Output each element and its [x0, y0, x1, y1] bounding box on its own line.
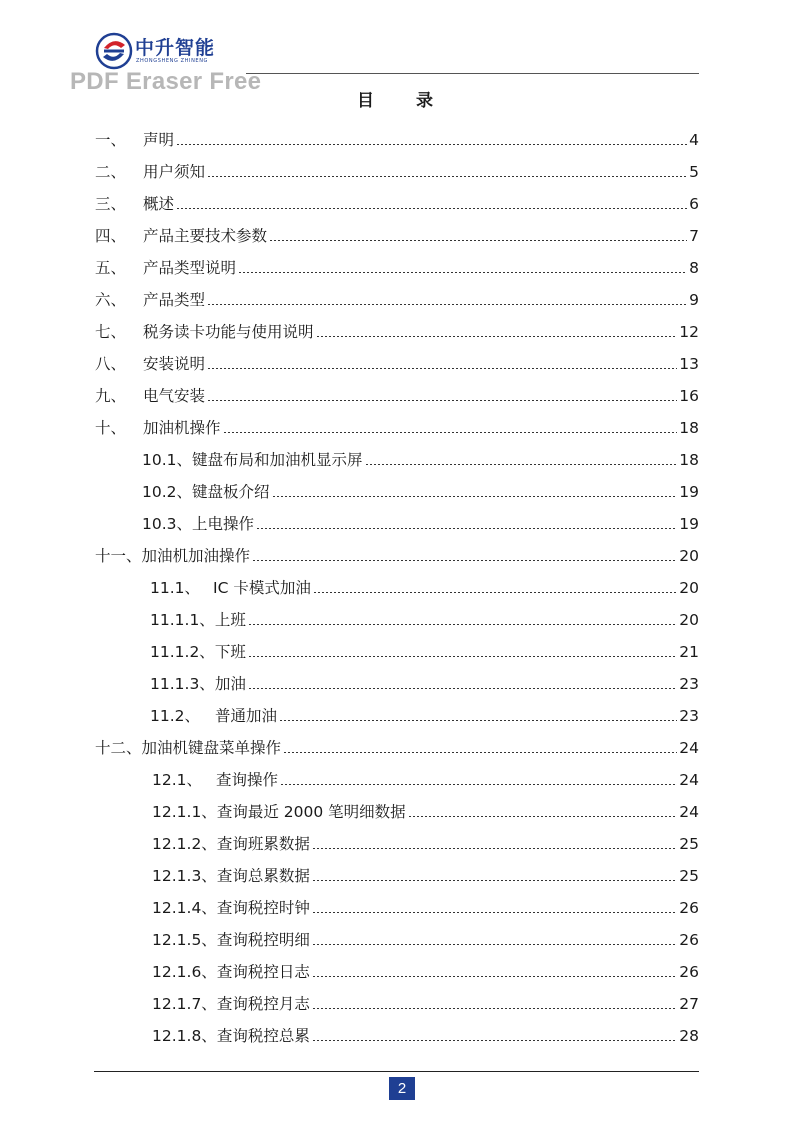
page-number-badge: 2: [389, 1077, 415, 1100]
logo-text: 中升智能: [135, 37, 216, 59]
toc-entry-number: 12.1.3、: [152, 867, 217, 885]
dot-leader: [248, 688, 677, 689]
toc-entry[interactable]: [142, 444, 699, 470]
toc-entry-number: 10.3、: [142, 515, 193, 533]
toc-entry-label: 声明: [143, 131, 175, 149]
toc-entry-label: 产品类型: [143, 291, 206, 309]
toc-entry-number: 12.1、: [152, 771, 203, 789]
toc-entry-page: 26: [679, 931, 699, 949]
toc-entry-number: 10.1、: [142, 451, 193, 469]
toc-entry-number: 八、: [95, 355, 127, 373]
toc-entry-page: 18: [679, 451, 699, 469]
dot-leader: [312, 1008, 677, 1009]
toc-entry[interactable]: [152, 892, 699, 918]
dot-leader: [252, 560, 677, 561]
dot-leader: [272, 496, 678, 497]
toc-entry-label: 电气安装: [143, 387, 206, 405]
toc-entry-page: 4: [689, 131, 699, 149]
toc-entry[interactable]: [95, 732, 699, 758]
dot-leader: [223, 432, 678, 433]
toc-title-char: 录: [416, 91, 433, 111]
toc-entry-number: 二、: [95, 163, 127, 181]
dot-leader: [312, 976, 677, 977]
toc-entry-number: 十一、: [95, 547, 142, 565]
toc-entry[interactable]: [95, 124, 699, 150]
toc-entry[interactable]: [142, 476, 699, 502]
toc-entry-label: 产品主要技术参数: [143, 227, 268, 245]
toc-title-char: 目: [357, 91, 374, 111]
dot-leader: [248, 624, 677, 625]
toc-entry-label: 查询操作: [216, 771, 279, 789]
toc-entry-number: 12.1.6、: [152, 963, 217, 981]
toc-entry-page: 19: [679, 483, 699, 501]
dot-leader: [312, 848, 677, 849]
toc-entry-label: 安装说明: [143, 355, 206, 373]
header-divider: [246, 73, 699, 74]
toc-entry-page: 26: [679, 963, 699, 981]
toc-entry[interactable]: [152, 828, 699, 854]
toc-entry-label: 上电操作: [192, 515, 255, 533]
toc-entry[interactable]: [95, 284, 699, 310]
toc-entry-number: 12.1.2、: [152, 835, 217, 853]
dot-leader: [248, 656, 677, 657]
watermark-text: PDF Eraser Free: [70, 68, 262, 95]
toc-entry[interactable]: [95, 220, 699, 246]
toc-entry-label: 查询总累数据: [216, 867, 310, 885]
toc-entry-number: 七、: [95, 323, 127, 341]
toc-entry[interactable]: [95, 380, 699, 406]
toc-entry-page: 16: [679, 387, 699, 405]
toc-entry-number: 十二、: [95, 739, 142, 757]
toc-entry-number: 十、: [95, 419, 127, 437]
toc-entry-label: 查询班累数据: [216, 835, 310, 853]
dot-leader: [207, 304, 687, 305]
toc-entry-label: 查询税控明细: [216, 931, 310, 949]
toc-entry[interactable]: [150, 572, 699, 598]
toc-entry-page: 21: [679, 643, 699, 661]
toc-entry[interactable]: [152, 1020, 699, 1046]
toc-entry-page: 9: [689, 291, 699, 309]
toc-entry-page: 6: [689, 195, 699, 213]
toc-entry-label: 查询税控日志: [216, 963, 310, 981]
toc-entry[interactable]: [95, 252, 699, 278]
dot-leader: [312, 880, 677, 881]
dot-leader: [312, 912, 677, 913]
toc-entry[interactable]: [95, 316, 699, 342]
dot-leader: [176, 208, 687, 209]
toc-entry[interactable]: [95, 348, 699, 374]
toc-entry-number: 三、: [95, 195, 127, 213]
toc-entry-label: 上班: [214, 611, 246, 629]
dot-leader: [312, 944, 677, 945]
toc-entry-label: 普通加油: [215, 707, 278, 725]
toc-entry-page: 20: [679, 611, 699, 629]
toc-entry-label: 用户须知: [143, 163, 206, 181]
toc-entry-number: 九、: [95, 387, 127, 405]
dot-leader: [207, 368, 677, 369]
toc-entry-page: 13: [679, 355, 699, 373]
toc-entry-label: 加油机加油操作: [141, 547, 251, 565]
toc-entry[interactable]: [150, 604, 699, 630]
toc-entry-page: 7: [689, 227, 699, 245]
toc-entry-page: 20: [679, 579, 699, 597]
toc-entry[interactable]: [150, 668, 699, 694]
toc-entry-page: 24: [679, 803, 699, 821]
toc-entry[interactable]: [152, 796, 699, 822]
toc-entry-page: 5: [689, 163, 699, 181]
toc-entry-number: 12.1.5、: [152, 931, 217, 949]
toc-entry-label: 加油机操作: [143, 419, 221, 437]
toc-entry-label: 加油机键盘菜单操作: [141, 739, 282, 757]
toc-entry-page: 25: [679, 867, 699, 885]
dot-leader: [313, 592, 677, 593]
toc-entry-number: 11.1.2、: [150, 643, 215, 661]
toc-entry-label: 查询税控时钟: [216, 899, 310, 917]
toc-entry[interactable]: [150, 700, 699, 726]
dot-leader: [280, 784, 677, 785]
toc-entry-page: 12: [679, 323, 699, 341]
toc-entry[interactable]: [152, 764, 699, 790]
toc-entry-number: 11.2、: [150, 707, 201, 725]
toc-entry-page: 23: [679, 675, 699, 693]
toc-entry-label: IC 卡模式加油: [213, 579, 311, 597]
toc-entry-label: 查询最近 2000 笔明细数据: [216, 803, 406, 821]
dot-leader: [207, 400, 677, 401]
toc-entry-number: 四、: [95, 227, 127, 245]
toc-entry-page: 25: [679, 835, 699, 853]
toc-entry[interactable]: [95, 540, 699, 566]
toc-entry-page: 26: [679, 899, 699, 917]
dot-leader: [316, 336, 678, 337]
toc-entry[interactable]: [152, 860, 699, 886]
toc-entry-label: 下班: [214, 643, 246, 661]
dot-leader: [365, 464, 678, 465]
toc-entry-page: 8: [689, 259, 699, 277]
dot-leader: [256, 528, 677, 529]
company-logo: [95, 32, 245, 72]
footer-divider: [94, 1071, 699, 1072]
toc-entry[interactable]: [142, 508, 699, 534]
toc-entry-label: 税务读卡功能与使用说明: [143, 323, 314, 341]
toc-title: [357, 86, 433, 111]
dot-leader: [238, 272, 687, 273]
toc-entry[interactable]: [95, 156, 699, 182]
dot-leader: [176, 144, 687, 145]
toc-entry-number: 六、: [95, 291, 127, 309]
dot-leader: [207, 176, 687, 177]
toc-entry-page: 24: [679, 739, 699, 757]
dot-leader: [312, 1040, 677, 1041]
toc-entry[interactable]: [150, 636, 699, 662]
toc-entry-number: 12.1.8、: [152, 1027, 217, 1045]
toc-entry-label: 产品类型说明: [143, 259, 237, 277]
dot-leader: [408, 816, 678, 817]
toc-entry-label: 概述: [143, 195, 175, 213]
toc-entry-number: 五、: [95, 259, 127, 277]
toc-entry-number: 12.1.1、: [152, 803, 217, 821]
toc-entry-page: 28: [679, 1027, 699, 1045]
toc-entry[interactable]: [152, 956, 699, 982]
toc-entry-number: 12.1.7、: [152, 995, 217, 1013]
toc-entry-page: 27: [679, 995, 699, 1013]
toc-entry[interactable]: [152, 988, 699, 1014]
toc-entry-number: 12.1.4、: [152, 899, 217, 917]
toc-entry[interactable]: [95, 412, 699, 438]
toc-entry-page: 18: [679, 419, 699, 437]
toc-entry-page: 20: [679, 547, 699, 565]
logo-subtext: ZHONGSHENG ZHINENG: [136, 58, 209, 64]
toc-entry-label: 查询税控月志: [216, 995, 310, 1013]
dot-leader: [283, 752, 677, 753]
toc-entry-label: 键盘板介绍: [192, 483, 270, 501]
dot-leader: [269, 240, 687, 241]
toc-entry-number: 10.2、: [142, 483, 193, 501]
dot-leader: [279, 720, 677, 721]
logo-emblem-icon: [95, 32, 133, 70]
toc-entry[interactable]: [152, 924, 699, 950]
toc-entry-page: 23: [679, 707, 699, 725]
toc-entry-label: 查询税控总累: [216, 1027, 310, 1045]
toc-entry-number: 一、: [95, 131, 127, 149]
toc-entry-label: 键盘布局和加油机显示屏: [192, 451, 363, 469]
toc-entry-page: 19: [679, 515, 699, 533]
toc-entry-number: 11.1.3、: [150, 675, 215, 693]
toc-entry-label: 加油: [214, 675, 246, 693]
toc-entry-number: 11.1.1、: [150, 611, 215, 629]
toc-entry[interactable]: [95, 188, 699, 214]
toc-entry-page: 24: [679, 771, 699, 789]
toc-entry-number: 11.1、: [150, 579, 201, 597]
